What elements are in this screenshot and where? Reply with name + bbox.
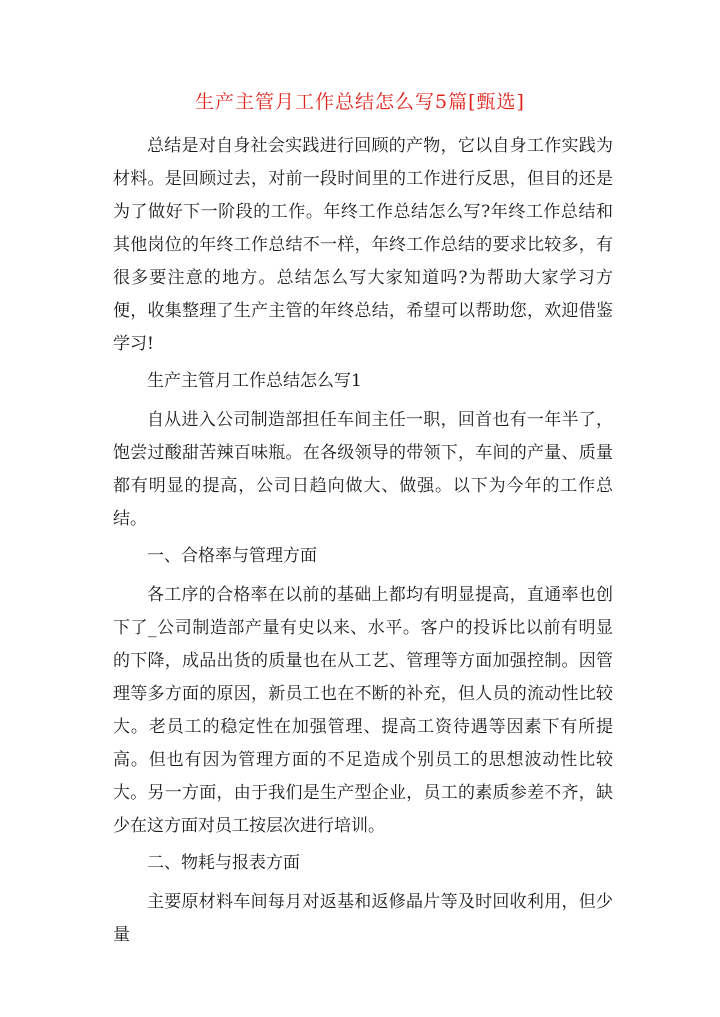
subheading-materials-reports: 二、物耗与报表方面	[147, 853, 300, 873]
document-title: 生产主管月工作总结怎么写5篇[甄选]	[195, 91, 525, 113]
section-1-title: 生产主管月工作总结怎么写1	[147, 371, 362, 391]
qualification-management-paragraph: 各工序的合格率在以前的基础上都均有明显提高，直通率也创下了_公司制造部产量有史以来、水平。客户的投诉比以前有明显的下降，成品出货的质量也在从工艺、管理等方面加强控制。因管理等多方面的原因，新员工也在不断的补充，但人员的流动性比较大。老员工的稳定性在加强管理、提高工资待遇等因素下有所提高。但也有因为管理方面的不足造成个别员工的思想波动性比较大。另一方面，由于我们是生产型企业，员工的素质参差不齐，缺少在这方面对员工按层次进行培训。	[113, 585, 613, 836]
document-body	[113, 130, 613, 956]
section-1-paragraph: 自从进入公司制造部担任车间主任一职，回首也有一年半了，饱尝过酸甜苦辣百味瓶。在各级领导的带领下，车间的产量、质量都有明显的提高，公司日趋向做大、做强。以下为今年的工作总结。	[113, 410, 613, 529]
materials-reports-paragraph: 主要原材料车间每月对返基和返修晶片等及时回收利用，但少量	[113, 892, 613, 945]
subheading-qualification-management: 一、合格率与管理方面	[147, 546, 317, 566]
intro-paragraph: 总结是对自身社会实践进行回顾的产物，它以自身工作实践为材料。是回顾过去，对前一段时间里的工作进行反思，但目的还是为了做好下一阶段的工作。年终工作总结怎么写?年终工作总结和其他岗位的年终工作总结不一样，年终工作总结的要求比较多，有很多要注意的地方。总结怎么写大家知道吗?为帮助大家学习方便，收集整理了生产主管的年终总结，希望可以帮助您，欢迎借鉴学习!	[113, 136, 613, 354]
